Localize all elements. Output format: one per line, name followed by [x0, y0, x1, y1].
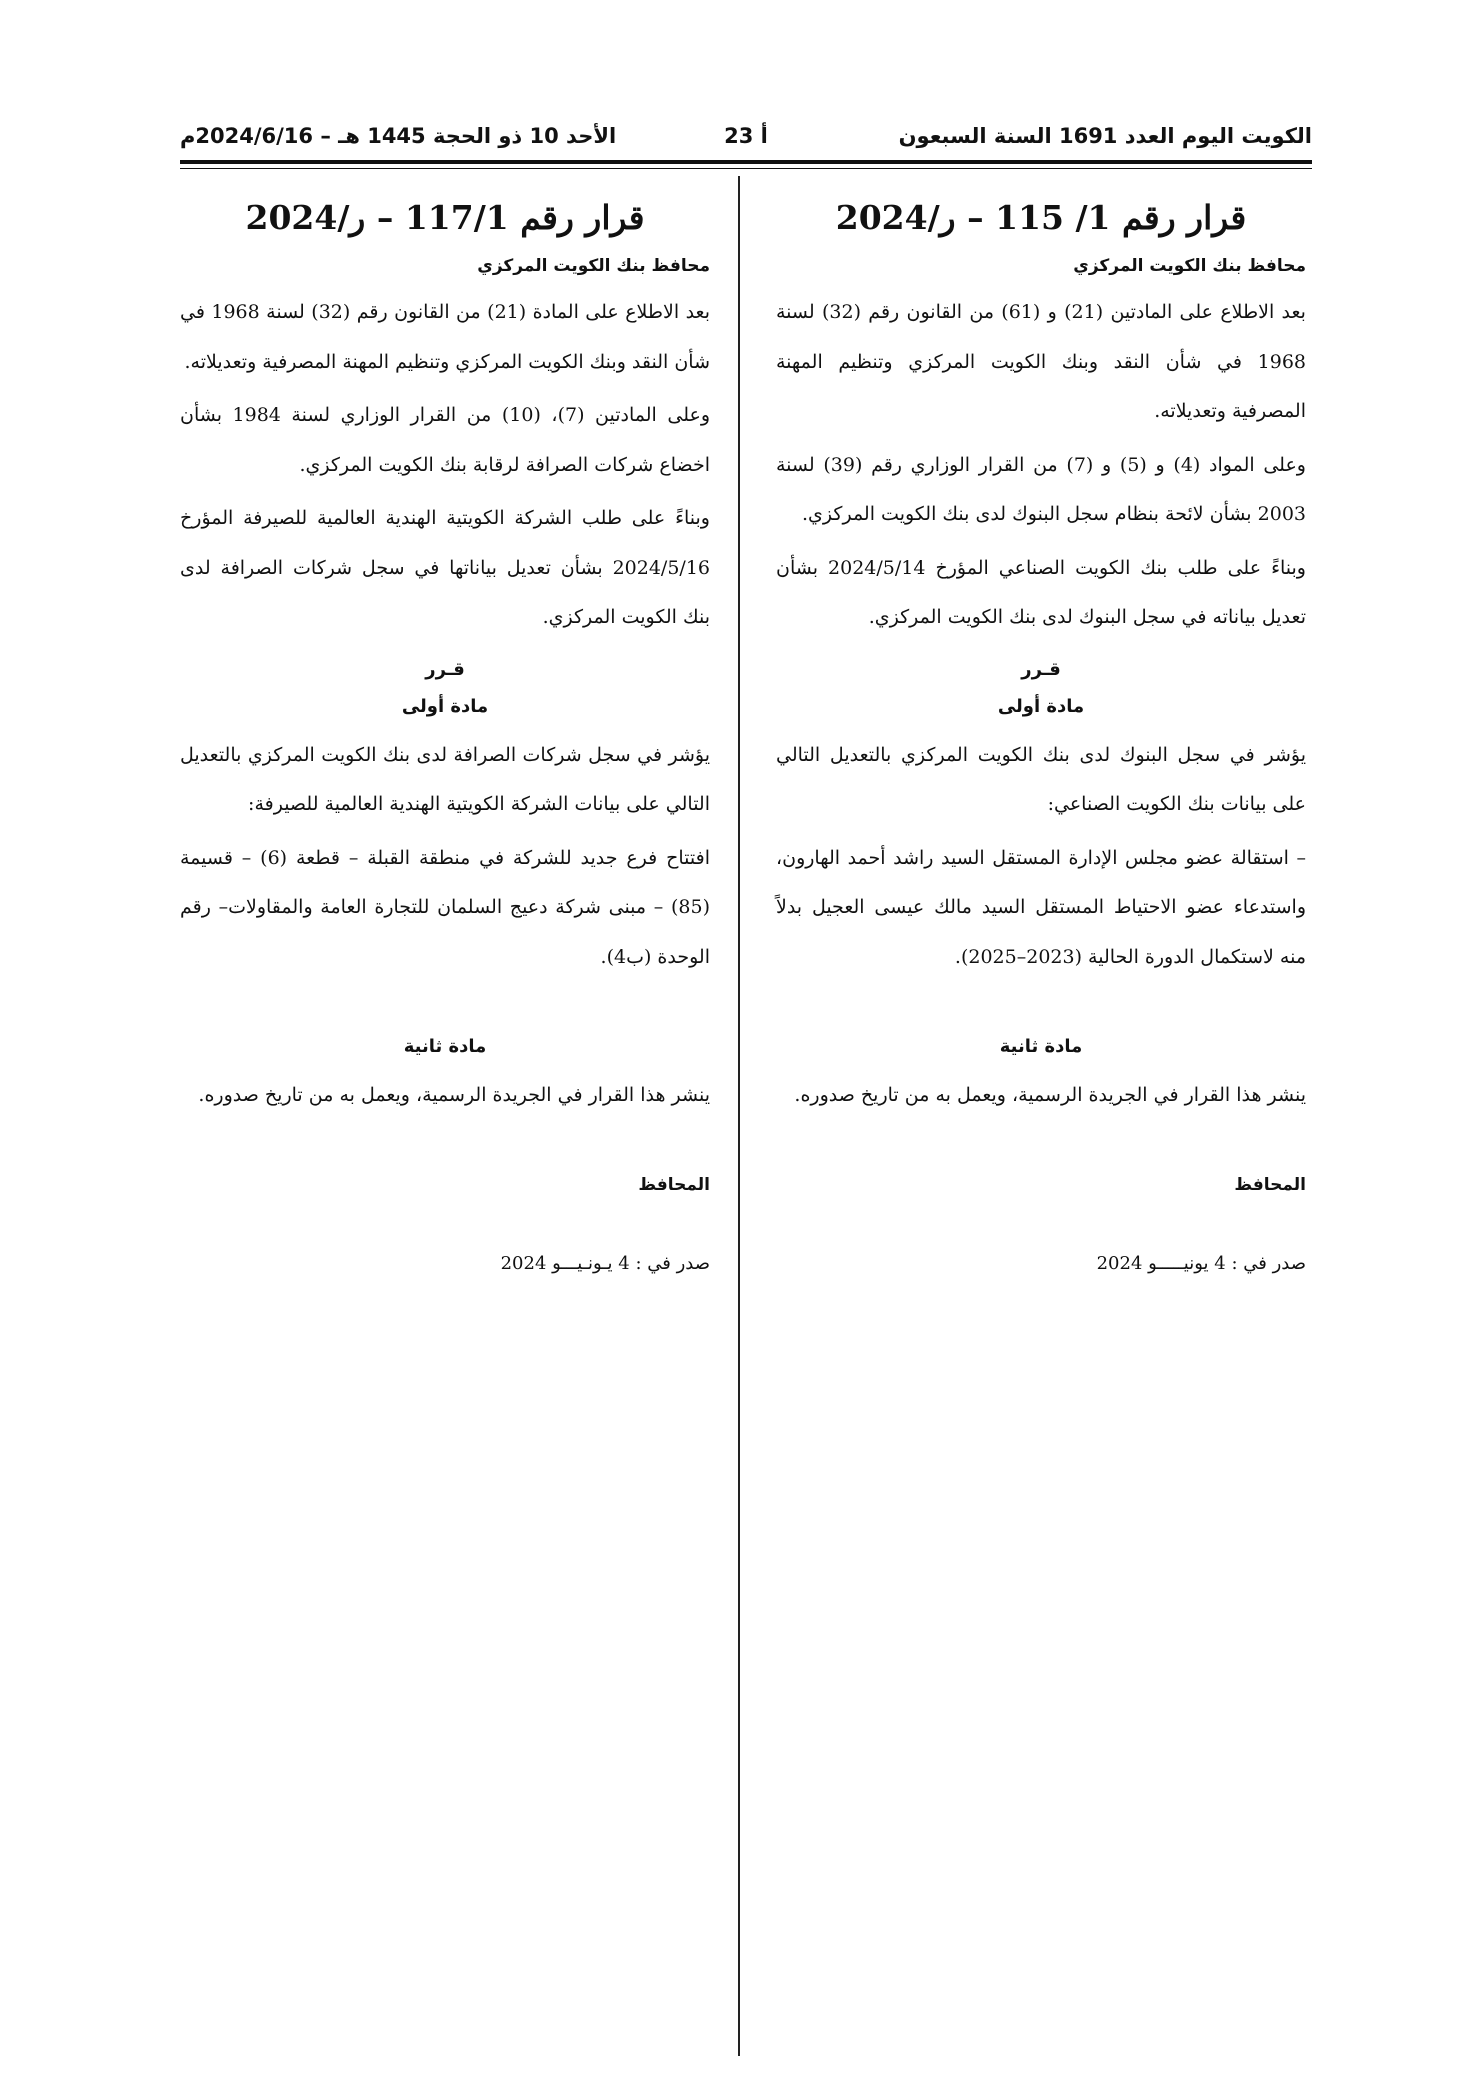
decision-117-article-2-text: ينشر هذا القرار في الجريدة الرسمية، ويعمل به من تاريخ صدوره.	[198, 1084, 710, 1106]
decision-117-decided: قـرر	[425, 658, 465, 680]
decision-115-article-1-text: يؤشر في سجل البنوك لدى بنك الكويت المركزي بالتعديل التالي على بيانات بنك الكويت الصناعي:	[776, 743, 1306, 815]
decision-115-issue-date: صدر في : 4 يونيـــــو 2024	[1096, 1252, 1306, 1274]
decision-115-article-1-heading: مادة أولى	[997, 695, 1085, 717]
header-issue: الكويت اليوم العدد 1691 السنة السبعون	[898, 124, 1312, 148]
page-header	[180, 118, 1312, 158]
column-divider	[738, 176, 740, 2056]
decision-115-article-2-heading: مادة ثانية	[999, 1036, 1083, 1057]
decision-115-article-1-item: – استقالة عضو مجلس الإدارة المستقل السيد راشد أحمد الهارون، واستدعاء عضو الاحتياط المستقل السيد مالك عيسى العجيل بدلاً منه لاستكمال الدورة الحالية (2023–2025).	[776, 846, 1306, 968]
decision-117-article-1-item: افتتاح فرع جديد للشركة في منطقة القبلة – قطعة (6) – قسيمة (85) – مبنى شركة دعيج السلمان للتجارة العامة والمقاولات– رقم الوحدة (ب4).	[180, 846, 710, 968]
decision-117-article-2-heading: مادة ثانية	[403, 1036, 487, 1057]
decision-115-preamble-1: بعد الاطلاع على المادتين (21) و (61) من القانون رقم (32) لسنة 1968 في شأن النقد وبنك الكويت المركزي وتنظيم المهنة المصرفية وتعديلاته.	[776, 301, 1306, 422]
decision-115-decided: قـرر	[1021, 658, 1061, 680]
decision-117-preamble-2: وعلى المادتين (7)، (10) من القرار الوزاري لسنة 1984 بشأن اخضاع شركات الصرافة لرقابة بنك الكويت المركزي.	[180, 404, 710, 476]
decision-115-preamble-3: وبناءً على طلب بنك الكويت الصناعي المؤرخ 2024/5/14 بشأن تعديل بياناته في سجل البنوك لدى بنك الكويت المركزي.	[776, 556, 1306, 628]
decision-117-article-1-text: يؤشر في سجل شركات الصرافة لدى بنك الكويت المركزي بالتعديل التالي على بيانات الشركة الكويتية الهندية العالمية للصيرفة:	[180, 743, 710, 815]
header-date: الأحد 10 ذو الحجة 1445 هـ – 2024/6/16م	[180, 124, 617, 148]
decision-115-title: قرار رقم 1/ 115 – ر/2024	[835, 198, 1247, 237]
decision-115-signer: المحافظ	[1234, 1174, 1306, 1195]
header-rule-thin	[180, 168, 1312, 169]
decision-115-issuer: محافظ بنك الكويت المركزي	[1073, 256, 1306, 276]
decision-117-preamble-1: بعد الاطلاع على المادة (21) من القانون رقم (32) لسنة 1968 في شأن النقد وبنك الكويت المركزي وتنظيم المهنة المصرفية وتعديلاته.	[180, 301, 710, 373]
decision-117-preamble-3: وبناءً على طلب الشركة الكويتية الهندية العالمية للصيرفة المؤرخ 2024/5/16 بشأن تعديل بياناتها في سجل شركات الصرافة لدى بنك الكويت المركزي.	[180, 507, 710, 628]
decision-117-signer: المحافظ	[638, 1174, 710, 1195]
decision-117-issue-date: صدر في : 4 يـونـيـــو 2024	[500, 1252, 710, 1274]
decision-115-preamble-2: وعلى المواد (4) و (5) و (7) من القرار الوزاري رقم (39) لسنة 2003 بشأن لائحة بنظام سجل البنوك لدى بنك الكويت المركزي.	[776, 453, 1306, 525]
decision-117-article-1-heading: مادة أولى	[401, 695, 489, 717]
decision-115-article-2-text: ينشر هذا القرار في الجريدة الرسمية، ويعمل به من تاريخ صدوره.	[794, 1084, 1306, 1106]
decision-117-column	[180, 180, 710, 1274]
decision-117-issuer: محافظ بنك الكويت المركزي	[477, 256, 710, 276]
header-page-number: أ 23	[724, 124, 768, 148]
decision-115-column	[776, 180, 1306, 1274]
header-rule-thick	[180, 160, 1312, 164]
decision-117-title: قرار رقم 117/1 – ر/2024	[245, 198, 645, 237]
